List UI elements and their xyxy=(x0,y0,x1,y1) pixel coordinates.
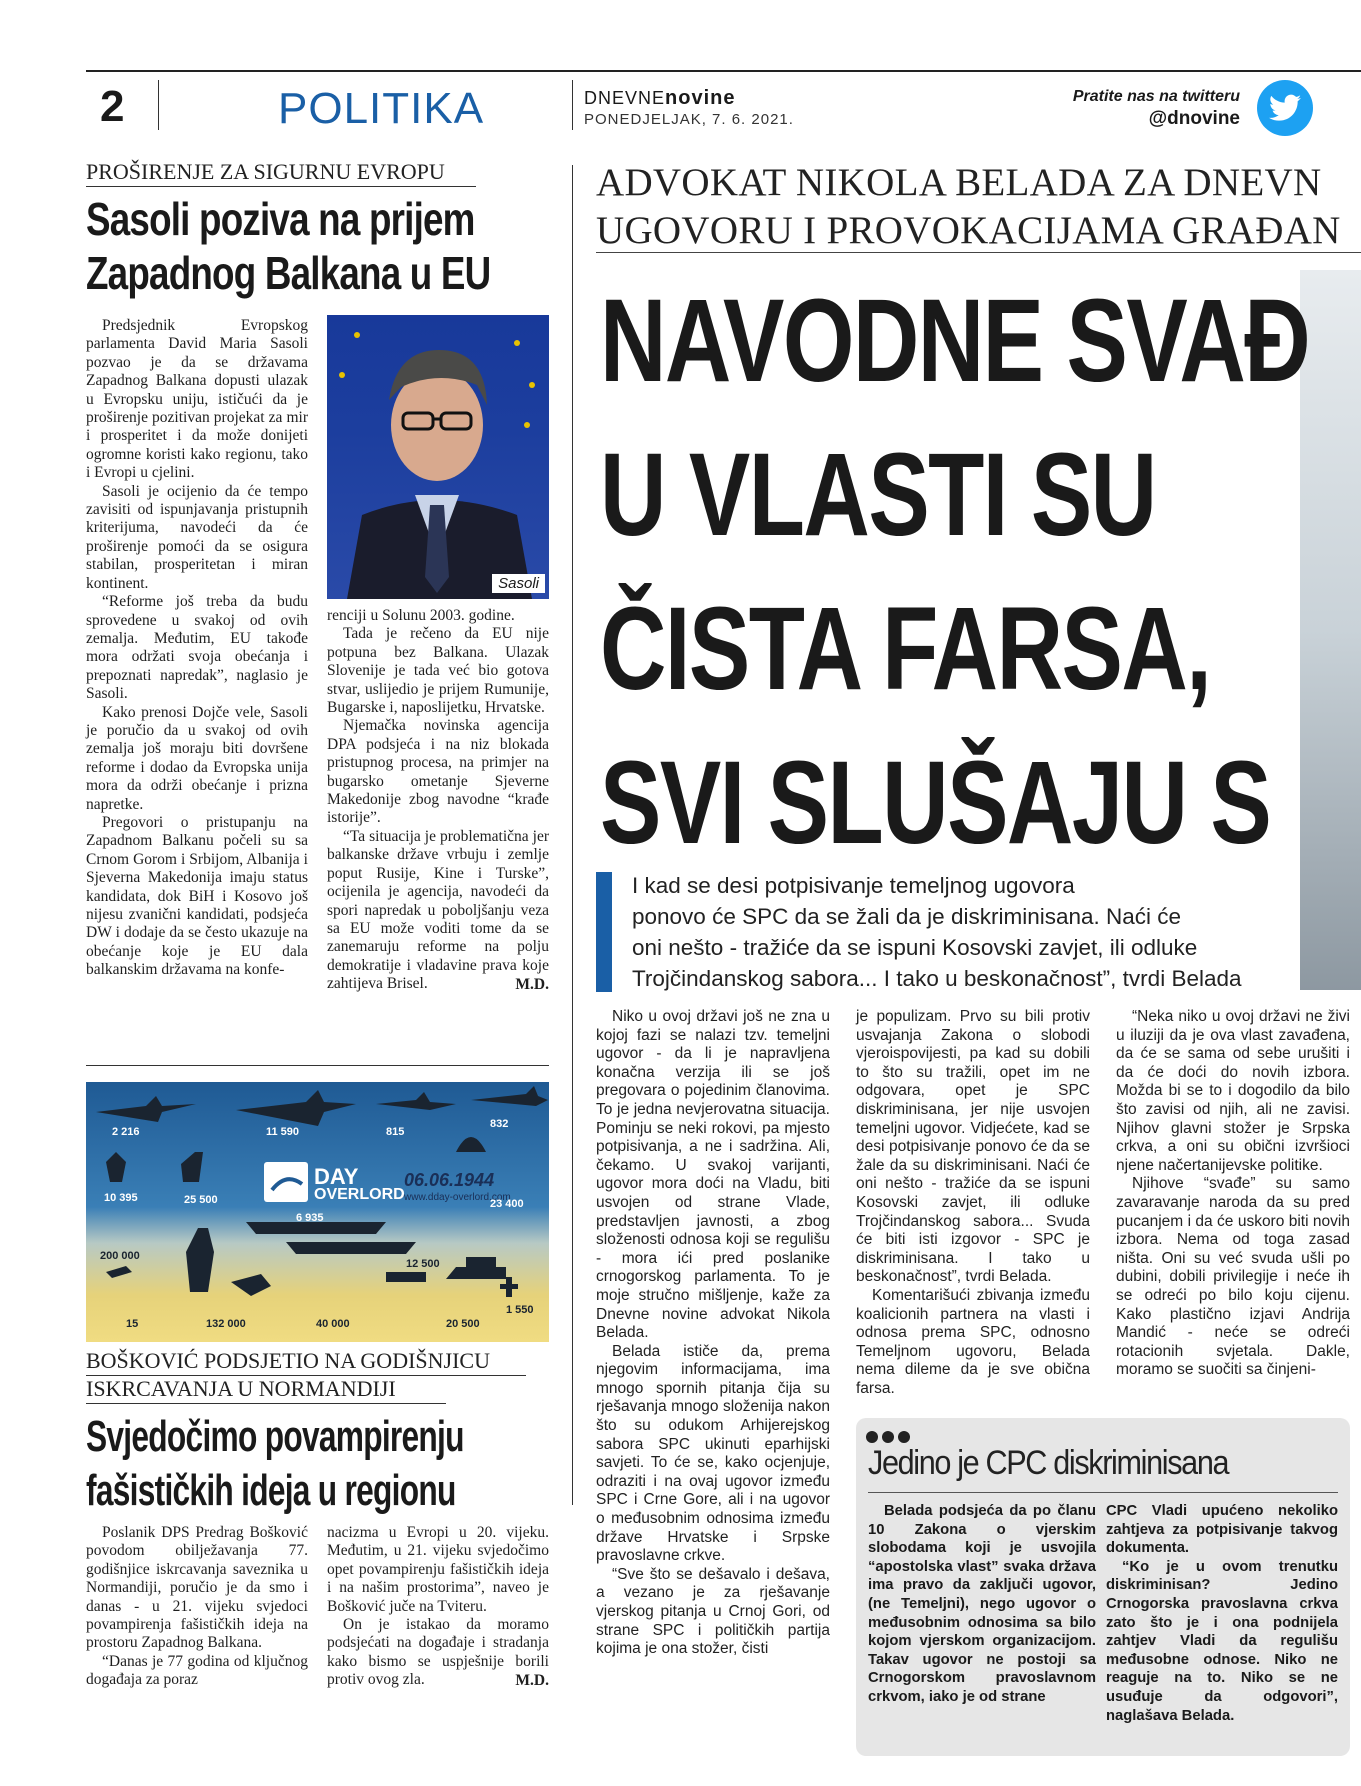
author-signature: M.D. xyxy=(515,1671,549,1689)
stat-value: 20 500 xyxy=(446,1318,480,1330)
page-number: 2 xyxy=(100,82,125,131)
dday-date: 06.06.1944 xyxy=(404,1170,495,1190)
lead-accent-bar xyxy=(596,872,612,992)
plane-icon xyxy=(376,1092,456,1110)
box-title: Jedino je CPC diskriminisana xyxy=(868,1444,1229,1482)
stat-value: 25 500 xyxy=(184,1194,218,1206)
cross-icon xyxy=(500,1277,518,1297)
sasoli-photo xyxy=(327,315,549,599)
stat-value: 815 xyxy=(386,1126,405,1138)
main-subheadline-1: ADVOKAT NIKOLA BELADA ZA DNEVN xyxy=(596,161,1322,204)
brand-logo: DNEVNEnovine xyxy=(584,87,736,109)
stat-value: 132 000 xyxy=(206,1318,246,1330)
stat-value: 832 xyxy=(490,1118,509,1130)
soldier-icon xyxy=(231,1274,271,1296)
stat-value: 12 500 xyxy=(406,1258,440,1270)
main-subheadline-2: UGOVORU I PROVOKACIJAMA GRAĐAN xyxy=(596,209,1341,252)
plane-icon xyxy=(471,1086,548,1106)
top-rule xyxy=(86,70,1361,72)
photo-caption: Sasoli xyxy=(492,574,545,593)
tank-icon xyxy=(446,1257,506,1279)
main-headline-line-4: SVI SLUŠAJU S xyxy=(600,737,1271,869)
parachute-icon xyxy=(456,1137,486,1152)
stat-value: 1 550 xyxy=(506,1304,534,1316)
box-column-2: CPC Vladi upućeno nekoliko zahtjeva za potpisivanje takvog dokumenta. “Ko je u ovom trenutku diskriminisan? Jedino Crnogorska pravoslavna crkva zato što je i ona podnijela zahtjev Vladi da regulišu međusobne odnose. Niko ne reaguje na to. Niko se ne usuđuje da odgovori”, naglašava Belada. xyxy=(1106,1503,1338,1724)
twitter-promo: Pratite nas na twitteru xyxy=(1072,88,1240,105)
stat-value: 2 216 xyxy=(112,1126,140,1138)
main-column-1: Niko u ovoj državi još ne zna u kojoj fazi se nalazi tzv. temeljni ugovor - da li je napravljena konačna verzija ili se još pregovara o pojedinim članovima. To je jedna nevjerovatna situacija. Pominju se neki rokovi, pa mjesto potpisivanja, a ne i sadržina. Ali, čekamo. U svakoj varijanti, ugovor mora doći na Vladu, biti usvojen od strane Vlade, predstavljen javnosti, a zbog složenosti odnosa koji se regulišu - mora ići pred poslanike crnogorskog parlamenta. To je moje stručno mišljenje, kaže za Dnevne novine advokat Nikola Belada. Belada ističe da, prema njegovim informacijama, ima mnogo spornih pitanja čija su rješavanja mnogo složenija nakon što su odukom Arhijerejskog sabora SPC ukinuti eparhijski savjeti. To će se, kako ocjenjuje, odraziti i na ovaj ugovor između SPC i Crne Gore, ali i na ugovor o međusobnim odnosima između države Hrvatske i Srpske pravoslavne crkve. “Sve što se dešavalo i dešava, a vezano je za rješavanje vjerskog pitanja u Crnoj Gori, od strane SPC i političkih partija kojima je ona stožer, čisti xyxy=(596,1008,830,1658)
main-headline-line-2: U VLASTI SU xyxy=(600,429,1156,561)
article2-kicker: BOŠKOVIĆ PODSJETIO NA GODIŠNJICU ISKRCAVANJA U NORMANDIJI xyxy=(86,1348,490,1401)
subhead-rule xyxy=(596,252,1361,253)
article-headline: Sasoli poziva na prijem Zapadnog Balkana u EU xyxy=(86,193,491,299)
stat-value: 6 935 xyxy=(296,1212,324,1224)
stat-value: 15 xyxy=(126,1318,139,1330)
stat-value: 200 000 xyxy=(100,1250,140,1262)
article-kicker: PROŠIRENJE ZA SIGURNU EVROPU xyxy=(86,159,445,184)
article2-headline: Svjedočimo povampirenju fašističkih ideja u regionu xyxy=(86,1412,464,1515)
article1-column-2: renciji u Solunu 2003. godine. Tada je rečeno da EU nije potpuna bez Balkana. Ulazak Slovenije je tada već bio gotova stvar, uslijedio je prijem Rumunije, Bugarske i, naposlijetku, Hrvatske. Njemačka novinska agencija DPA podsjeća i na niz blokada pristupnog procesa, na primjer na bugarsko ometanje Sjeverne Makedonije zbog navodne “krađe istorije”. “Ta situacija je problematična jer balkanske države vrbuju i zemlje poput Rusije, Kine i Turske”, ocijenila je agencija, navodeći da spori napredak u poboljšanju veza sa EU može voditi tome da se zanemaruju reforme na polju demokratije i vladavine prava koje zahtijeva Brisel. M.D. xyxy=(327,607,549,993)
issue-date: PONEDJELJAK, 7. 6. 2021. xyxy=(584,111,794,128)
article2-column-2: nacizma u Evropi u 20. vijeku. Međutim, u 21. vijeku svjedočimo opet povampirenju fašističkih ideja i na našim prostorima”, naveo je Bošković juče na Tviteru. On je istakao da moramo podsjećati na događaje i stradanja kako bismo se uspješnije borili protiv ovog zla. M.D. xyxy=(327,1524,549,1689)
article2-column-1: Poslanik DPS Predrag Bošković povodom obilježavanja 77. godišnjice iskrcavanja saveznika u Normandiji, poručio je da smo i danas - u 21. vijeku svjedoci povampirenja fašističkih ideja na prostoru Zapadnog Balkana. “Danas je 77 godina od ključnog događaja za poraz xyxy=(86,1524,308,1689)
logo-day: DAY xyxy=(314,1164,359,1189)
logo-overlord: OVERLORD xyxy=(314,1186,405,1203)
stat-value: 10 395 xyxy=(104,1192,138,1204)
main-headline-line-3: ČISTA FARSA, xyxy=(600,583,1211,715)
article1-column-1: Predsjednik Evropskog parlamenta David Maria Sasoli pozvao je da se državama Zapadnog Balkana dopusti ulazak u Evropsku uniju, ističući da je proširenje pozitivan projekat za mir i prosperitet i da može donijeti ogromne koristi kako regionu, tako i Evropi u cjelini. Sasoli je ocijenio da će tempo zavisiti od ispunjavanja pristupnih kriterijuma, navodeći da će proširenje pomoći da se osigura stabilan, prosperitetan i miran kontinent. “Reforme još treba da budu sprovedene u svakoj od ovih zemalja. Međutim, EU takođe mora održati svoja obećanja i prepoznati napredak”, naglasio je Sasoli. Kako prenosi Dojče vele, Sasoli je poručio da u svakoj od ovih zemalja još moraju biti dovršene reforme i dodao da Evropska unija mora da održi obećanje i prizna napretke. Pregovori o pristupanju na Zapadnom Balkanu počeli su sa Crnom Gorom i Srbijom, Albanija i Sjeverna Makedonija imaju status kandidata, dok BiH i Kosovo još nijesu zvanični kandidati, podsjeća DW i dodaje da se često ukazuje na obećanje koje je EU dala balkanskim državama na konfe- xyxy=(86,317,308,979)
stat-value: 23 400 xyxy=(490,1198,524,1210)
ship-icon xyxy=(106,1266,132,1278)
plane-icon xyxy=(96,1096,196,1122)
kicker-underline xyxy=(86,1403,446,1404)
section-rule xyxy=(86,1065,549,1066)
twitter-handle[interactable]: @dnovine xyxy=(1148,108,1240,129)
bomb-icon xyxy=(106,1152,126,1182)
kicker-underline xyxy=(86,1375,526,1376)
lead-paragraph: I kad se desi potpisivanje temeljnog ugovora ponovo će SPC da se žali da je diskriminisana. Naći će oni nešto - tražiće da se ispuni Kosovski zavjet, ili odluke Trojčindanskog sabora... I tako u beskonačnost”, tvrdi Belada xyxy=(632,873,1242,991)
dday-infographic xyxy=(86,1082,549,1342)
twitter-icon[interactable] xyxy=(1257,80,1313,136)
main-column-2: je populizam. Prvo su bili protiv usvajanja Zakona o slobodi vjeroispovijesti, pa kad su dobili to što su tražili, opet im ne odgovara, opet je SPC diskriminisana, jer nije usvojen temeljni ugovor. Vidjećete, kad se desi potpisivanje ponovo će da se žale da su diskriminisani. Naći će oni nešto - tražiće da se ispuni Kosovski zavjet, ili odluke Trojčindanskog sabora... Svuda će biti isti izgovor - SPC je diskriminisana. I tako u beskonačnost”, tvrdi Belada. Komentarišući zbivanja između koalicionih partnera na vlasti i odnosa prema SPC, odnosno Temeljnom ugovoru, Belada nema dileme da je sve obična farsa. xyxy=(856,1008,1090,1397)
soldier-icon xyxy=(186,1228,214,1292)
box-title-rule xyxy=(868,1492,1338,1493)
sidebar-box xyxy=(856,1418,1350,1756)
stat-value: 40 000 xyxy=(316,1318,350,1330)
stat-value: 11 590 xyxy=(266,1126,300,1138)
author-signature: M.D. xyxy=(515,975,549,993)
soldier-icon xyxy=(181,1152,203,1182)
box-column-1: Belada podsjeća da po članu 10 Zakona o vjerskim slobodama koji je usvojila “apostolska vlast” svaka država ima pravo da zaključi ugovor, (ne Temeljni), nego ugovor o međusobnim odnosima sa bilo kojom vjerskom organizacijom. Takav ugovor ne postoji sa Crnogorskom pravoslavnom crkvom, iako je od strane xyxy=(868,1503,1096,1705)
kicker-underline xyxy=(86,186,476,187)
header-divider xyxy=(158,80,159,130)
header-divider xyxy=(572,80,573,130)
main-column-3: “Neka niko u ovoj državi ne živi u iluziji da je ova vlast zavađena, da će se sama od sebe urušiti i da će doći do novih izbora. Možda bi se to i dogodilo da bilo što zavisi od njih, ali ne zavisi. Njihov glavni stožer je Srpska crkva, a oni su obični izvršioci njene načertanijevske politike. Njihove “svađe” su samo zavaravanje naroda da su pred pucanjem i da će uskoro biti novih izbora. Nema od toga zasad ništa. Oni su već svuda ušli po dubini, dobili privilegije i neće ih se odreći po bilo koju cijenu. Kako plastično izjavi Andrija Mandić - neće se odreći rotacionih svjetala. Dakle, moramo se suočiti sa činjeni- xyxy=(1116,1008,1350,1379)
section-title: POLITIKA xyxy=(278,84,485,133)
main-headline-line-1: NAVODNE SVAĐ xyxy=(600,275,1310,407)
ship-icon xyxy=(286,1242,416,1254)
jeep-icon xyxy=(386,1272,426,1282)
plane-icon xyxy=(236,1090,356,1126)
column-divider xyxy=(572,165,573,1505)
dday-url: www.dday-overlord.com xyxy=(404,1192,511,1203)
